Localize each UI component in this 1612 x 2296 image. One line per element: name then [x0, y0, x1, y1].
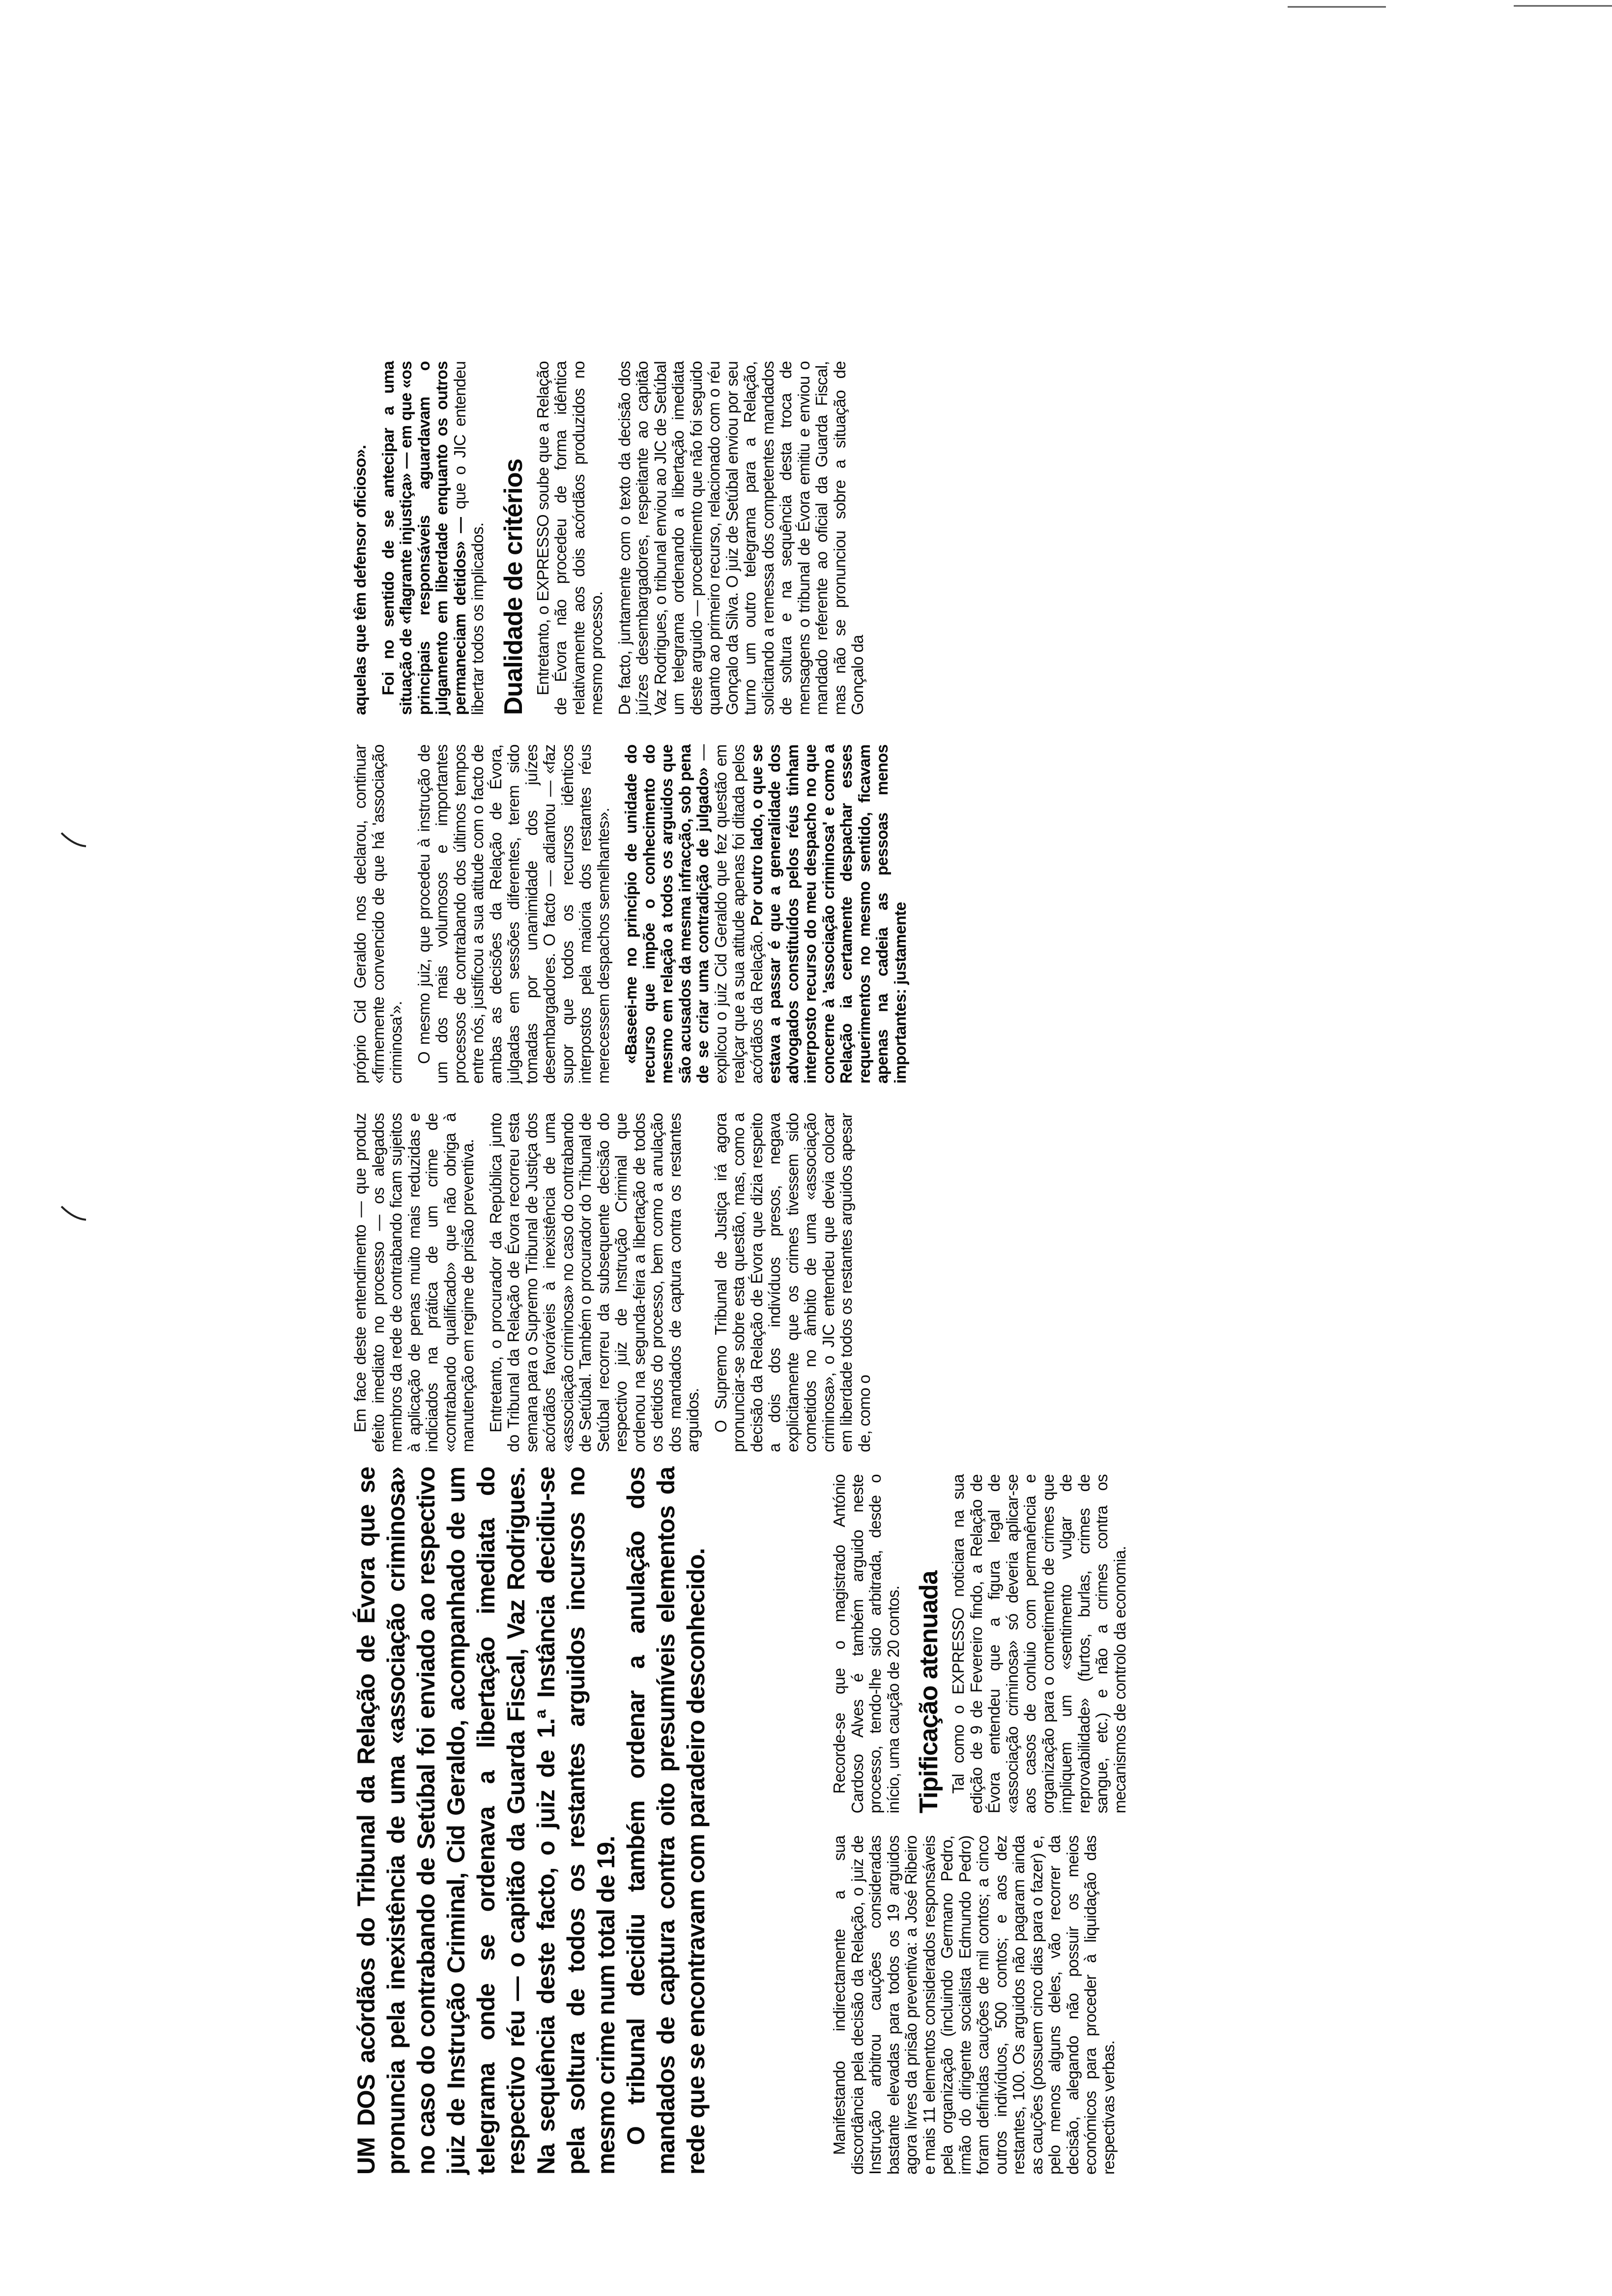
article-paragraph: [534, 361, 606, 715]
article-column: [351, 745, 909, 1084]
text-segment: aquelas que têm defensor oficioso».: [351, 445, 369, 715]
text-segment: — explicou o juiz Cid Geraldo que fez questão em realçar que a sua atitude apenas foi ditada pelos acórdãos da Relação.: [693, 745, 766, 1084]
text-segment: O mesmo juiz, que procedeu à instrução de um dos mais volumosos e importantes processos de contrabando dos últimos tempos entre nós, justificou a sua atitude com o facto de ambas as decisões da Relação de Évora, julgadas em sessões diferentes, terem sido tomadas por unanimidade dos juízes desembargadores. O facto — adiantou — «faz supor que todos os recursos idênticos interpostos pela maioria dos restantes réus merecessem despachos semelhantes».: [414, 745, 612, 1084]
section-heading: [500, 361, 527, 715]
article-paragraph: [351, 361, 370, 715]
text-segment: próprio Cid Geraldo nos declarou, continuar «firmemente convencido de que há 'associação criminosa'».: [351, 745, 405, 1084]
text-segment: Recorde-se que o magistrado António Cardoso Alves é também arguido neste processo, tendo-lhe sido arbitrada, desde o início, uma caução de 20 contos.: [830, 1474, 902, 1813]
article-paragraph: [712, 1113, 874, 1452]
scan-mark: [59, 1204, 88, 1224]
text-segment: Manifestando indirectamente a sua discordância pela decisão da Relação, o juiz de Instrução arbitrou cauções consideradas bastante elevadas para todos os 19 arguidos agora livres da prisão preventiva: a José Ribeiro e mais 11 elementos considerados responsáveis pela organização (incluindo Germano Pedro, irmão do dirigente socialista Edmundo Pedro) foram definidas cauções de mil contos; a cinco outros indivíduos, 500 contos; e aos dez restantes, 100. Os arguidos não pagaram ainda as cauções (possuem cinco dias para o fazer) e, pelo menos alguns deles, vão recorrer da decisão, alegando não possuir os meios económicos para proceder à liquidação das respectivas verbas.: [830, 1836, 1118, 2175]
article-paragraph: [950, 1474, 1129, 1813]
text-segment: O Supremo Tribunal de Justiça irá agora pronunciar-se sobre esta questão, mas, como a decisão da Relação de Évora que dizia respeito a dois dos indivíduos presos, negava explicitamente que os crimes tivessem sido cometidos no âmbito de uma «associação criminosa», o JIC entendeu que devia colocar em liberdade todos os restantes arguidos apesar de, como o: [711, 1113, 873, 1452]
article-paragraph: [379, 361, 487, 715]
newspaper-article: [351, 346, 1280, 2175]
text-segment: que o JIC entendeu libertar todos os implicados.: [450, 361, 487, 715]
text-segment: «Baseei-me no princípio de unidade do recurso que impõe o conhecimento do mesmo em relação a todos os arguidos que são acusados da mesma infracção, sob pena de se criar uma contradição de julgado»: [622, 745, 712, 1084]
text-segment: Entretanto, o procurador da República junto do Tribunal da Relação de Évora recorreu esta semana para o Supremo Tribunal de Justiça dos acórdãos favoráveis à inexistência de uma «associação criminosa» no caso do contrabando de Setúbal. Também o procurador do Tribunal de Setúbal recorreu da subsequente decisão do respectivo juiz de Instrução Criminal que ordenou na segunda-feira a libertação de todos os detidos do processo, bem como a anulação dos mandados de captura contra os restantes arguidos.: [486, 1113, 702, 1452]
text-segment: Entretanto, o EXPRESSO soube que a Relação de Évora não procedeu de forma idêntica relativamente aos dois acórdãos produzidos no mesmo processo.: [533, 361, 605, 715]
article-column: [831, 1474, 1129, 1813]
lead-paragraph: O tribunal decidiu também ordenar a anulação dos mandados de captura contra oito presumíveis elementos da rede que se encontravam com paradeiro desconhecido.: [622, 1467, 710, 2175]
article-paragraph: [622, 745, 909, 1084]
article-lead: [351, 1467, 711, 2175]
article-column: [351, 361, 867, 715]
article-column: [351, 1113, 873, 1452]
article-paragraph: [831, 1474, 902, 1813]
scan-mark: [1288, 0, 1612, 15]
text-segment: Por outro lado, o que se estava a passar é que a generalidade dos advogados constituídos pelos réus tinham interposto recurso do meu despacho no que concerne à 'associação criminosa' e como a Relação ia certamente despachar esses requerimentos no mesmo sentido, ficavam apenas na cadeia as pessoas menos importantes: justamente: [747, 745, 909, 1084]
section-heading: [915, 1474, 943, 1813]
text-segment: Tipificação atenuada: [915, 1571, 943, 1813]
text-segment: Tal como o EXPRESSO noticiara na sua edição de 9 de Fevereiro findo, a Relação de Évora entendeu que a figura legal de «associação criminosa» só deveria aplicar-se aos casos de conluio com permanência e organização para o cometimento de crimes que impliquem um «sentimento vulgar de reprovabilidade» (furtos, burlas, crimes de sangue, etc.) e não a crimes contra os mecanismos de controlo da economia.: [949, 1474, 1129, 1813]
article-column: [831, 1836, 1118, 2175]
text-segment: Foi no sentido de se antecipar a uma situação de «flagrante injustiça» — em que «os principais responsáveis aguardavam o julgamento em liberdade enquanto os outros permaneciam detidos» —: [378, 361, 469, 715]
article-paragraph: [831, 1836, 1118, 2175]
article-paragraph: [351, 1113, 477, 1452]
text-segment: De facto, juntamente com o texto da decisão dos juízes desembargadores, respeitante ao capitão Vaz Rodrigues, o tribunal enviou ao JIC de Setúbal um telegrama ordenando a libertação imediata deste arguido — procedimento que não foi seguido quanto ao primeiro recurso, relacionado com o réu Gonçalo da Silva. O juiz de Setúbal enviou por seu turno um outro telegrama para a Relação, solicitando a remessa dos competentes mandados de soltura e na sequência desta troca de mensagens o tribunal de Évora emitiu e enviou o mandado referente ao oficial da Guarda Fiscal, mas não se pronunciou sobre a situação de Gonçalo da: [615, 361, 866, 715]
article-paragraph: [415, 745, 613, 1084]
text-segment: Em face deste entendimento — que produz efeito imediato no processo — os alegados membros da rede de contrabando ficam sujeitos à aplicação de penas muito mais reduzidas e indiciados na prática de um crime de «contrabando qualificado» que não obriga à manutenção em regime de prisão preventiva.: [351, 1113, 477, 1452]
text-segment: Dualidade de critérios: [499, 459, 528, 715]
article-paragraph: [487, 1113, 702, 1452]
lead-paragraph: UM DOS acórdãos do Tribunal da Relação de Évora que se pronuncia pela inexistência de uma «associação criminosa» no caso do contrabando de Setúbal foi enviado ao respectivo juiz de Instrução Criminal, Cid Geraldo, acompanhado de um telegrama onde se ordenava a libertação imediata do respectivo réu — o capitão da Guarda Fiscal, Vaz Rodrigues. Na sequência deste facto, o juiz de 1.ª Instância decidiu-se pela soltura de todos os restantes arguidos incursos no mesmo crime num total de 19.: [352, 1467, 620, 2175]
article-paragraph: [351, 745, 405, 1084]
scan-mark: [59, 831, 88, 850]
article-paragraph: [616, 361, 867, 715]
